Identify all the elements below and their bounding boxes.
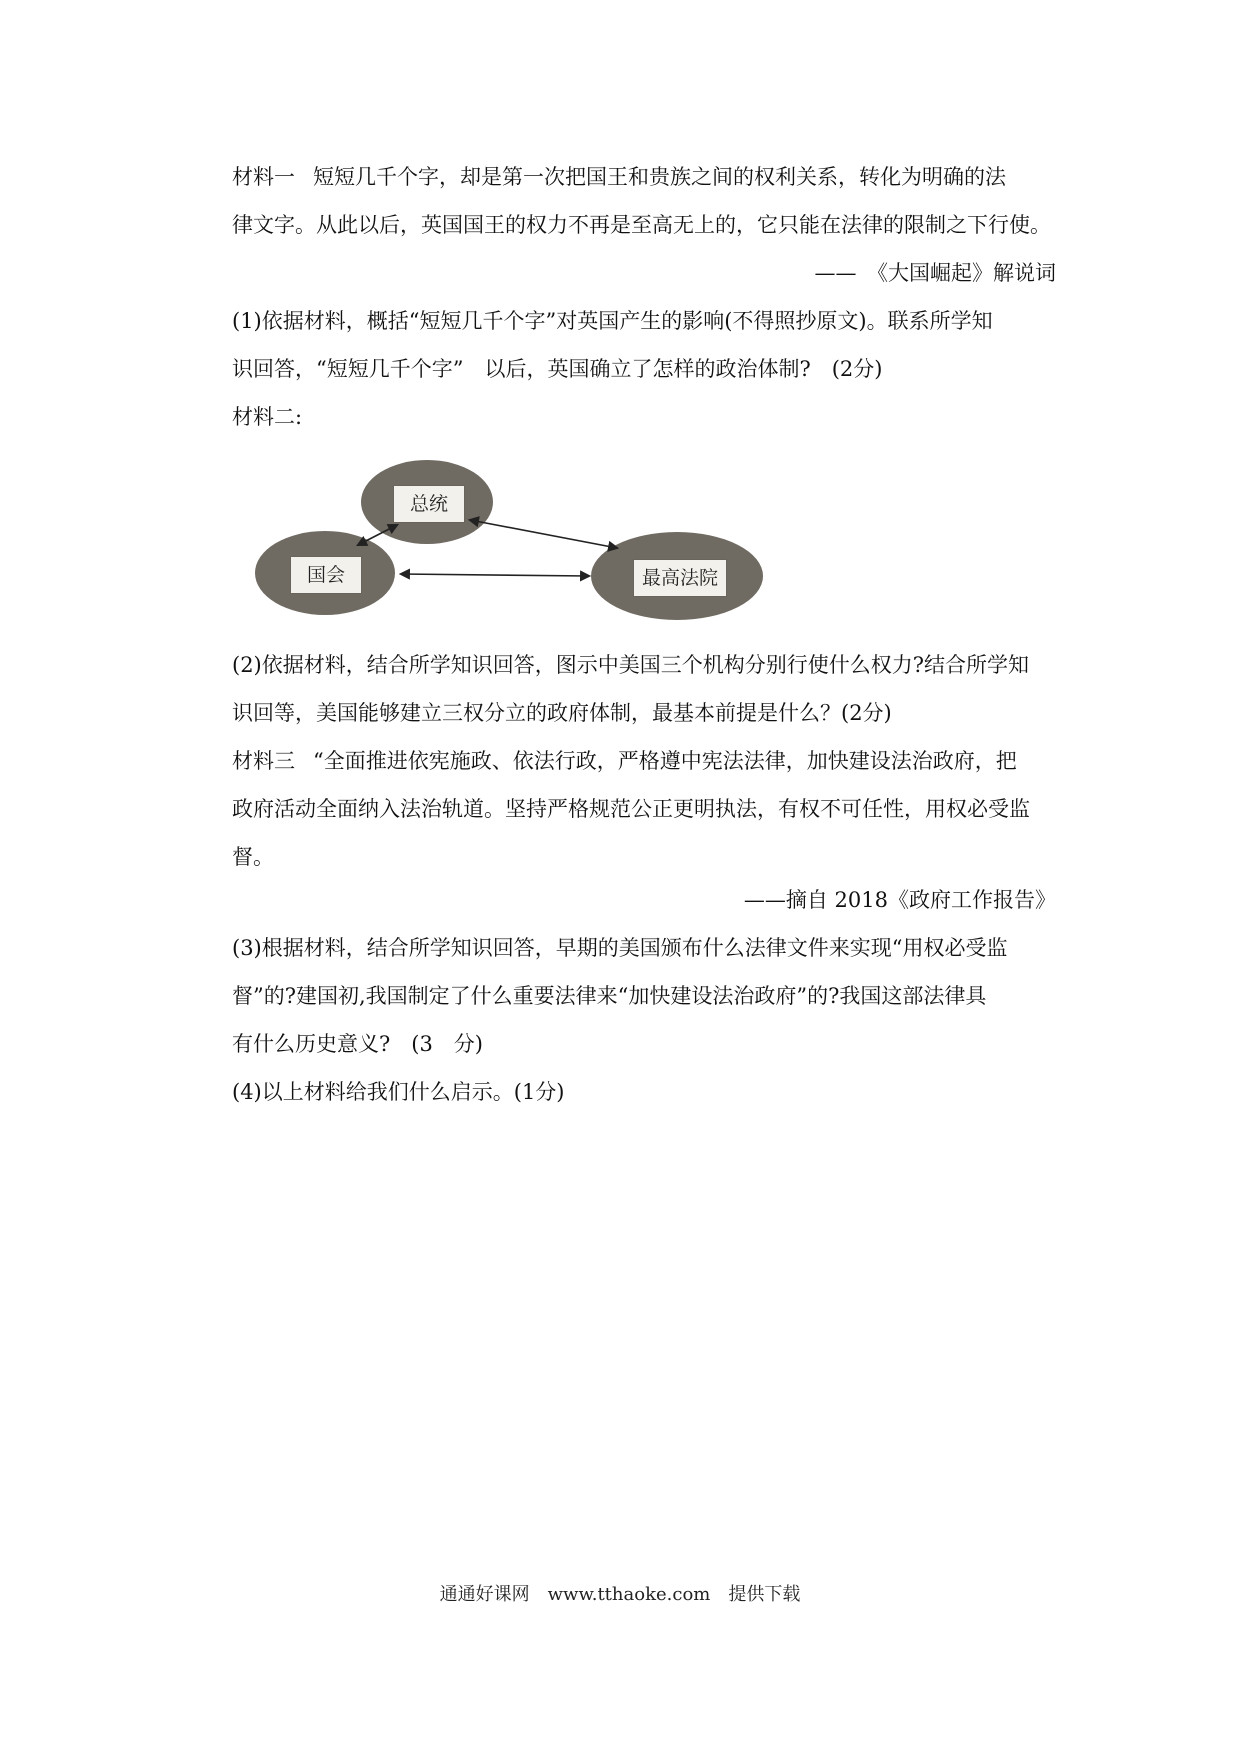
question-three-line-1: (3)根据材料，结合所学知识回答，早期的美国颁布什么法律文件来实现“用权必受监 <box>232 936 1008 960</box>
question-one <box>232 297 1056 393</box>
question-two <box>232 641 1056 737</box>
arrow-congress-court <box>401 574 589 576</box>
question-one-line-2: 识回答，“短短几千个字” 以后，英国确立了怎样的政治体制? (2分) <box>232 357 883 381</box>
material-one-line-1: 材料一 短短几千个字，却是第一次把国王和贵族之间的权利关系，转化为明确的法 <box>232 165 1006 189</box>
question-two-line-1: (2)依据材料，结合所学知识回答，图示中美国三个机构分别行使什么权力?结合所学知 <box>232 653 1030 677</box>
material-one-source: —— 《大国崛起》解说词 <box>814 261 1056 285</box>
question-one-line-1: (1)依据材料，概括“短短几千个字”对英国产生的影响(不得照抄原文)。联系所学知 <box>232 309 993 333</box>
question-three <box>232 924 1056 1068</box>
material-three <box>232 737 1056 881</box>
question-four-line-1: (4)以上材料给我们什么启示。(1分) <box>232 1080 565 1104</box>
material-one-line-2: 律文字。从此以后，英国国王的权力不再是至高无上的，它只能在法律的限制之下行使。 <box>232 213 1051 237</box>
question-four <box>232 1068 1056 1116</box>
material-three-line-3: 督。 <box>232 845 274 869</box>
material-one-label: 材料一 <box>232 165 295 189</box>
question-three-line-2: 督”的?建国初,我国制定了什么重要法律来“加快建设法治政府”的?我国这部法律具 <box>232 984 987 1008</box>
three-branches-diagram <box>255 430 765 630</box>
arrow-president-court <box>470 520 617 548</box>
material-three-line-2: 政府活动全面纳入法治轨道。坚持严格规范公正更明执法，有权不可任性，用权必受监 <box>232 797 1030 821</box>
material-three-source-block <box>232 876 1056 924</box>
material-three-line-1: 材料三 “全面推进依宪施政、依法行政，严格遵中宪法法律，加快建设法治政府，把 <box>232 749 1017 773</box>
material-three-label: 材料三 <box>232 749 295 773</box>
material-three-source: ——摘自 2018《政府工作报告》 <box>743 888 1056 912</box>
president-node: 总统 <box>393 485 465 523</box>
supreme-court-node: 最高法院 <box>633 559 727 597</box>
question-three-line-3: 有什么历史意义? (3 分) <box>232 1032 484 1056</box>
footer-credit: 通通好课网 www.tthaoke.com 提供下载 <box>439 1584 801 1605</box>
congress-node: 国会 <box>290 556 362 594</box>
material-two-label: 材料二: <box>232 405 303 429</box>
material-one <box>232 153 1056 297</box>
question-two-line-2: 识回等，美国能够建立三权分立的政府体制，最基本前提是什么？(2分) <box>232 701 892 725</box>
diagram-graphic <box>255 430 765 630</box>
